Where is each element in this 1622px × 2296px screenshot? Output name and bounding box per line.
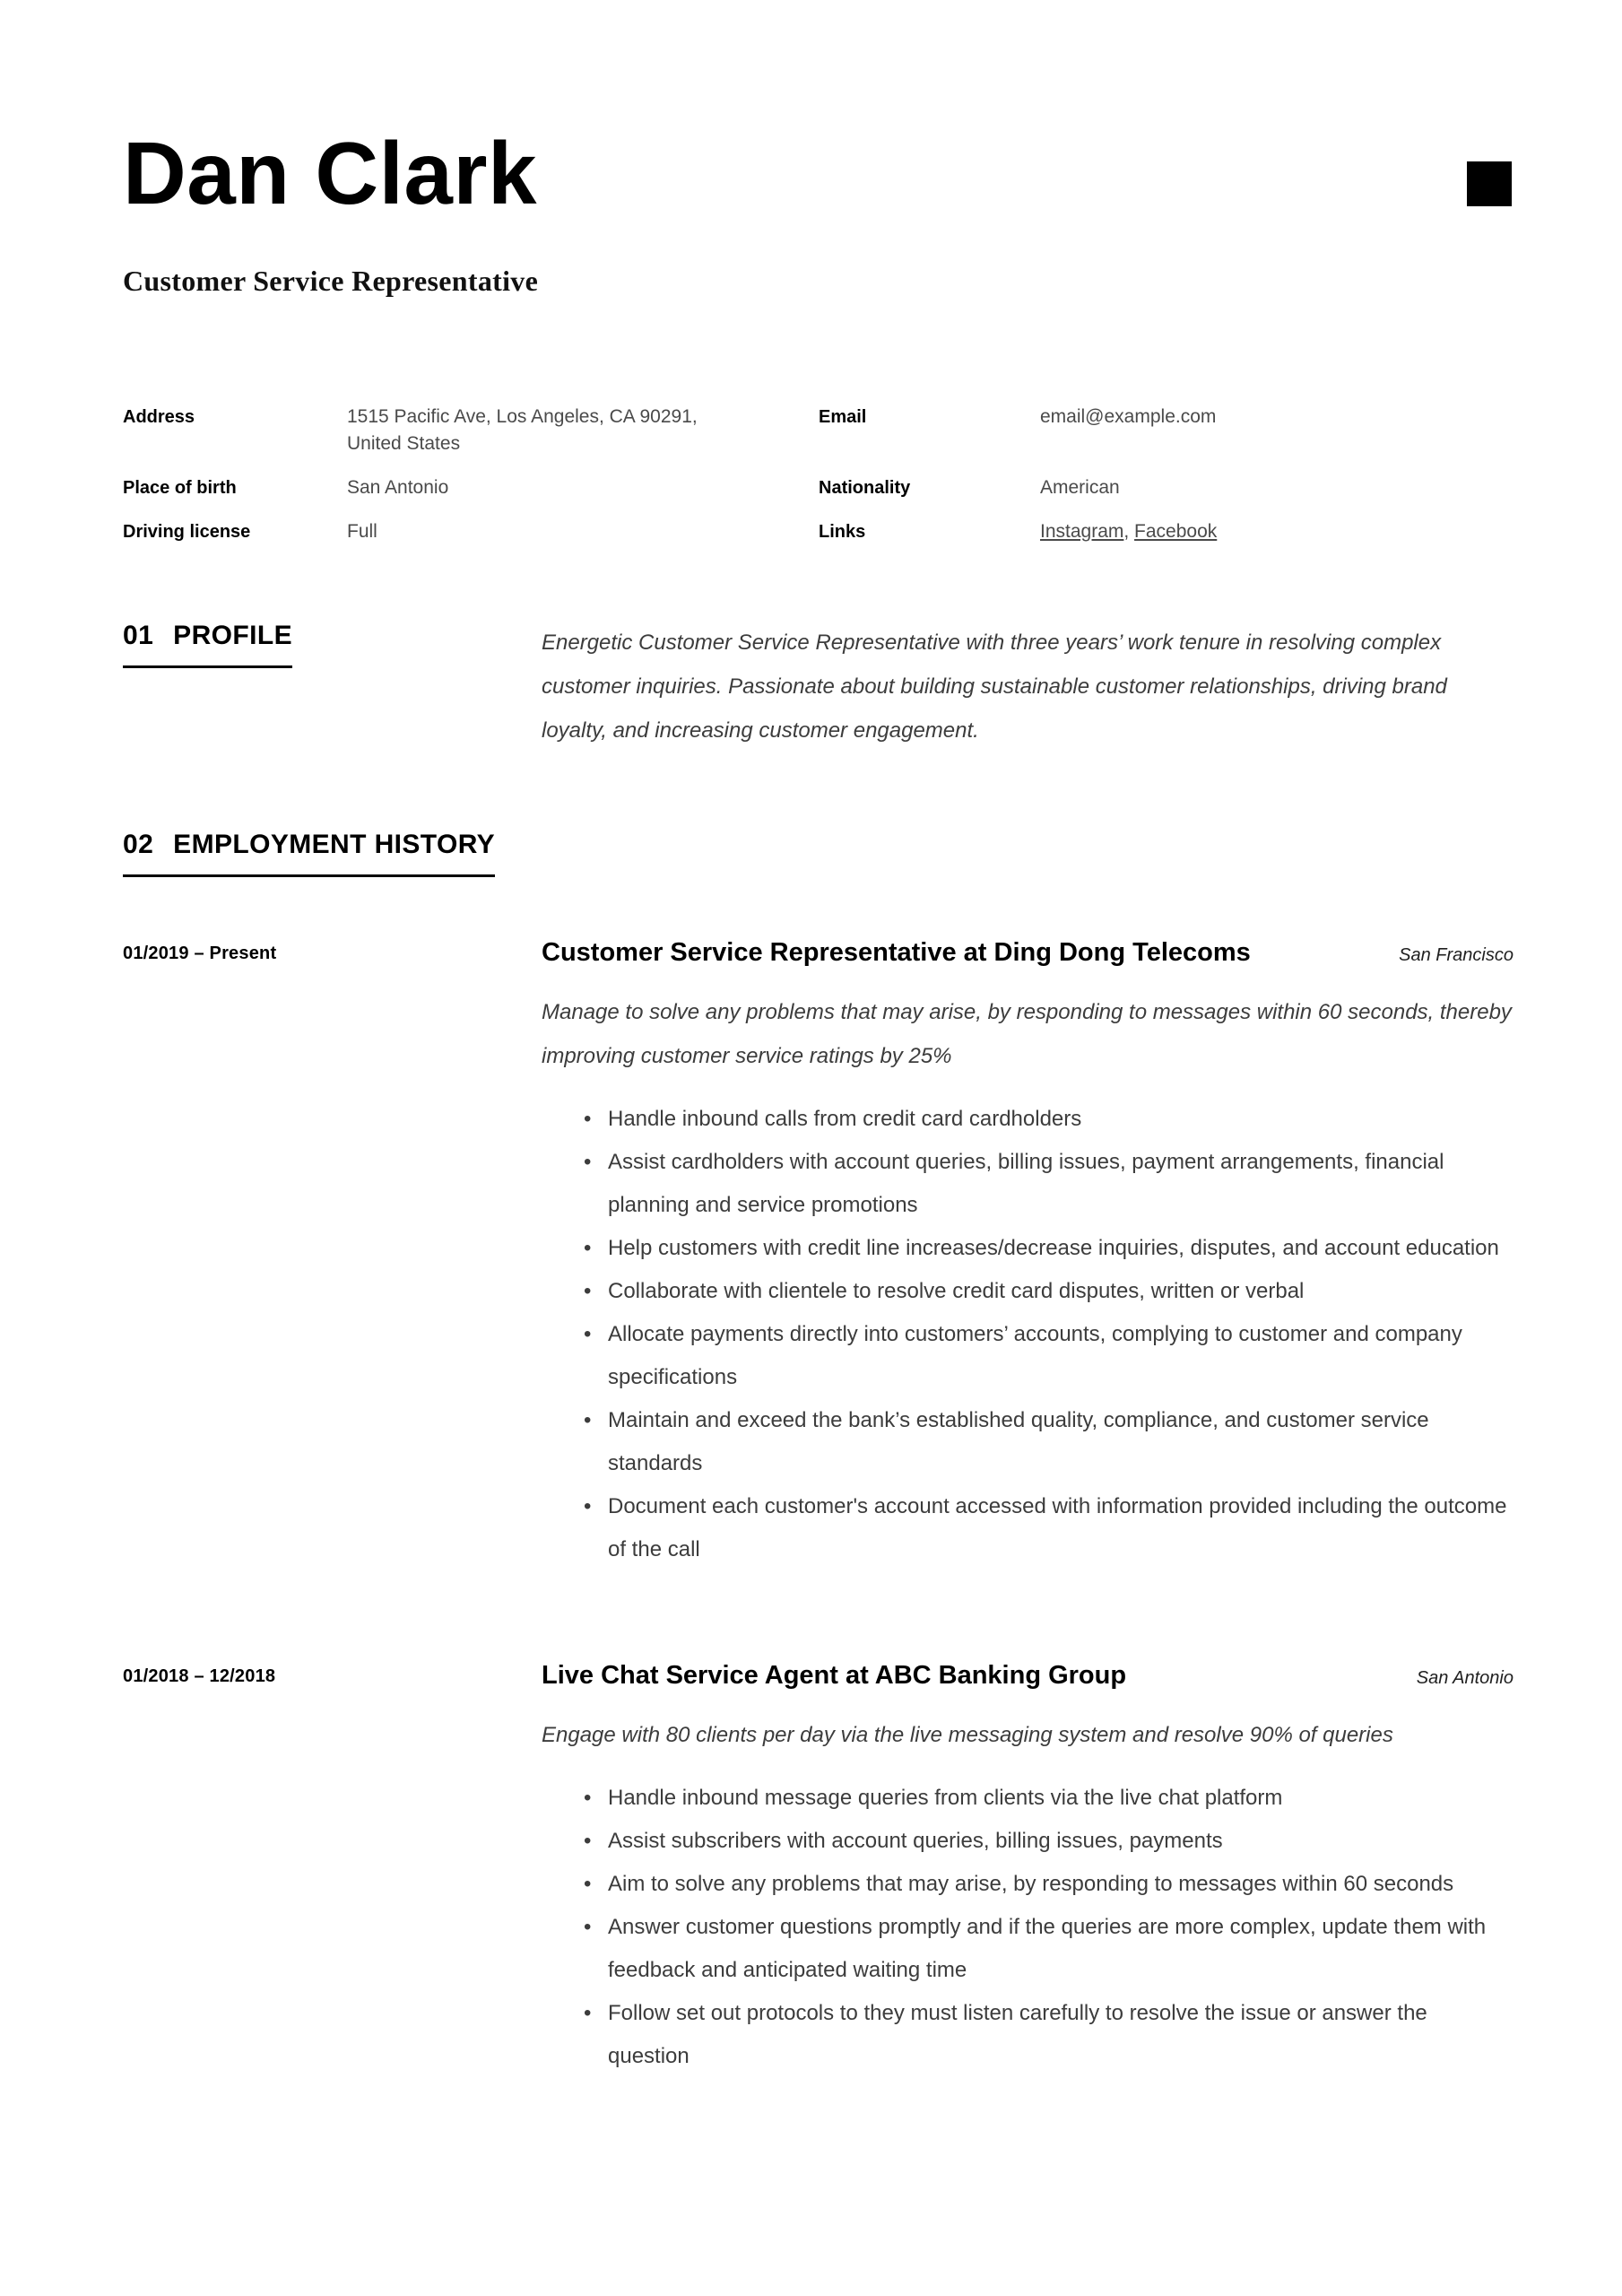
contact-details [123,404,1514,545]
job-location: San Francisco [1399,944,1514,965]
nationality-value: American [1040,476,1120,498]
bullet-item: • Allocate payments directly into customers’ accounts, complying to customer and company specifications [542,1313,1514,1399]
job-summary: Engage with 80 clients per day via the live messaging system and resolve 90% of queries [542,1723,1393,1748]
bullet-item: • Follow set out protocols to they must listen carefully to resolve the issue or answer the question [542,1992,1514,2078]
bullet-item: • Document each customer's account accessed with information provided including the outcome of the call [542,1485,1514,1571]
job-main [542,1659,1514,2078]
bullet-item: • Aim to solve any problems that may arise, by responding to messages within 60 seconds [542,1863,1514,1906]
job-list [123,936,1514,2079]
bullet-item: • Assist subscribers with account queries, billing issues, payments [542,1820,1514,1863]
profile-heading [123,621,292,668]
job-title-row [542,936,1514,969]
job-dates: 01/2019 – Present [123,943,277,963]
job-bullet-list [542,1777,1514,2078]
job-entry [123,1659,1514,2078]
profile-text: Energetic Customer Service Representative with three years’ work tenure in resolving complex customer inquiries. Passionate about building sustainable customer relationships, driving brand loyalty, and increasing customer engagement. [542,630,1447,743]
place-of-birth-label: Place of birth [123,477,237,498]
bullet-item: • Help customers with credit line increases/decrease inquiries, disputes, and account education [542,1227,1514,1270]
employment-section-title: EMPLOYMENT HISTORY [173,829,496,859]
email-value: email@example.com [1040,405,1217,427]
address-label: Address [123,406,195,427]
place-of-birth-value: San Antonio [347,476,449,498]
employment-section [123,830,1514,2079]
job-entry [123,936,1514,1571]
email-label: Email [819,406,867,427]
bullet-item: • Handle inbound message queries from clients via the live chat platform [542,1777,1514,1820]
job-summary: Manage to solve any problems that may arise, by responding to messages within 60 seconds, thereby improving customer service ratings by 25% [542,1000,1512,1069]
facebook-link[interactable]: Facebook [1134,520,1218,542]
bullet-item: • Handle inbound calls from credit card cardholders [542,1098,1514,1141]
job-location: San Antonio [1416,1668,1514,1689]
employment-heading [123,830,495,877]
job-dates: 01/2018 – 12/2018 [123,1666,276,1687]
candidate-job-title: Customer Service Representative [123,264,539,297]
job-title-row [542,1659,1514,1692]
address-value: 1515 Pacific Ave, Los Angeles, CA 90291, United States [347,405,698,454]
links-label: Links [819,521,866,542]
links-separator: , [1123,520,1135,542]
bullet-item: • Collaborate with clientele to resolve credit card disputes, written or verbal [542,1270,1514,1313]
job-title: Live Chat Service Agent at ABC Banking Group [542,1661,1127,1691]
profile-heading-column [123,621,542,668]
links-value [1040,518,1514,545]
profile-section-title: PROFILE [173,620,292,650]
candidate-name: Dan Clark [123,124,538,222]
instagram-link[interactable]: Instagram [1040,520,1124,542]
accent-square-icon [1467,161,1512,206]
nationality-label: Nationality [819,477,911,498]
bullet-item: • Assist cardholders with account queries, billing issues, payment arrangements, financial planning and service promotions [542,1141,1514,1227]
employment-section-number: 02 [123,829,154,859]
driving-license-label: Driving license [123,521,251,542]
job-title: Customer Service Representative at Ding Dong Telecoms [542,937,1251,967]
driving-license-value: Full [347,520,377,542]
bullet-item: • Maintain and exceed the bank’s established quality, compliance, and customer service standards [542,1399,1514,1485]
profile-section-number: 01 [123,620,154,650]
bullet-item: • Answer customer questions promptly and if the queries are more complex, update them with feedback and anticipated waiting time [542,1906,1514,1992]
job-main [542,936,1514,1571]
profile-section [123,621,1514,752]
job-bullet-list [542,1098,1514,1571]
